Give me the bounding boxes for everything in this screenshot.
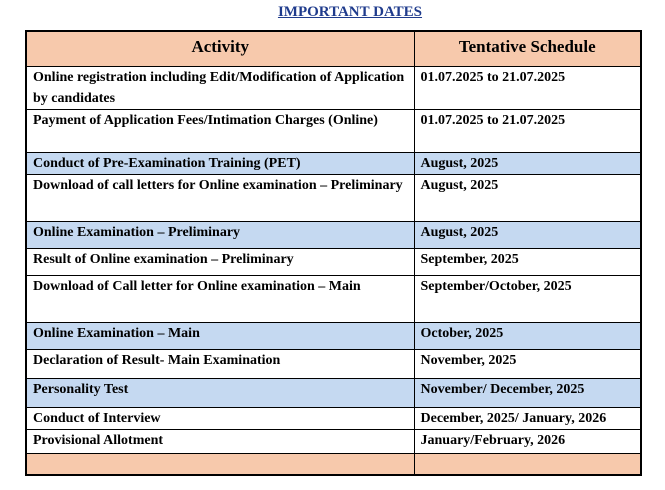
schedule-cell: October, 2025 bbox=[414, 323, 641, 350]
table-row bbox=[26, 430, 641, 454]
schedule-cell: August, 2025 bbox=[414, 153, 641, 175]
table-row bbox=[26, 67, 641, 110]
table-row bbox=[26, 350, 641, 379]
activity-cell: Provisional Allotment bbox=[26, 430, 414, 454]
table-row bbox=[26, 276, 641, 323]
activity-cell: Conduct of Pre-Examination Training (PET) bbox=[26, 153, 414, 175]
activity-cell: Payment of Application Fees/Intimation Charges (Online) bbox=[26, 110, 414, 153]
table-row bbox=[26, 249, 641, 276]
table-row bbox=[26, 408, 641, 430]
table-row bbox=[26, 323, 641, 350]
table-row bbox=[26, 110, 641, 153]
page-title: IMPORTANT DATES bbox=[277, 4, 423, 20]
activity-cell: Declaration of Result- Main Examination bbox=[26, 350, 414, 379]
activity-cell: Download of Call letter for Online examination – Main bbox=[26, 276, 414, 323]
schedule-cell: November, 2025 bbox=[414, 350, 641, 379]
activity-cell: Online Examination – Main bbox=[26, 323, 414, 350]
activity-cell: Conduct of Interview bbox=[26, 408, 414, 430]
activity-cell: Result of Online examination – Preliminary bbox=[26, 249, 414, 276]
schedule-cell: August, 2025 bbox=[414, 222, 641, 249]
table-header-row bbox=[26, 31, 641, 67]
table-row bbox=[26, 222, 641, 249]
schedule-cell: December, 2025/ January, 2026 bbox=[414, 408, 641, 430]
important-dates-table bbox=[25, 30, 642, 476]
empty-cell bbox=[26, 454, 414, 476]
activity-cell: Personality Test bbox=[26, 379, 414, 408]
schedule-cell: January/February, 2026 bbox=[414, 430, 641, 454]
table-footer-row bbox=[26, 454, 641, 476]
schedule-cell: 01.07.2025 to 21.07.2025 bbox=[414, 67, 641, 110]
schedule-cell: September, 2025 bbox=[414, 249, 641, 276]
schedule-cell: 01.07.2025 to 21.07.2025 bbox=[414, 110, 641, 153]
schedule-cell: September/October, 2025 bbox=[414, 276, 641, 323]
table-row bbox=[26, 153, 641, 175]
empty-cell bbox=[414, 454, 641, 476]
schedule-cell: August, 2025 bbox=[414, 175, 641, 222]
table-row bbox=[26, 379, 641, 408]
schedule-cell: November/ December, 2025 bbox=[414, 379, 641, 408]
activity-cell: Online Examination – Preliminary bbox=[26, 222, 414, 249]
table-row bbox=[26, 175, 641, 222]
activity-cell: Download of call letters for Online examination – Preliminary bbox=[26, 175, 414, 222]
activity-column-header: Activity bbox=[26, 31, 414, 67]
schedule-column-header: Tentative Schedule bbox=[414, 31, 641, 67]
activity-cell: Online registration including Edit/Modification of Application by candidates bbox=[26, 67, 414, 110]
